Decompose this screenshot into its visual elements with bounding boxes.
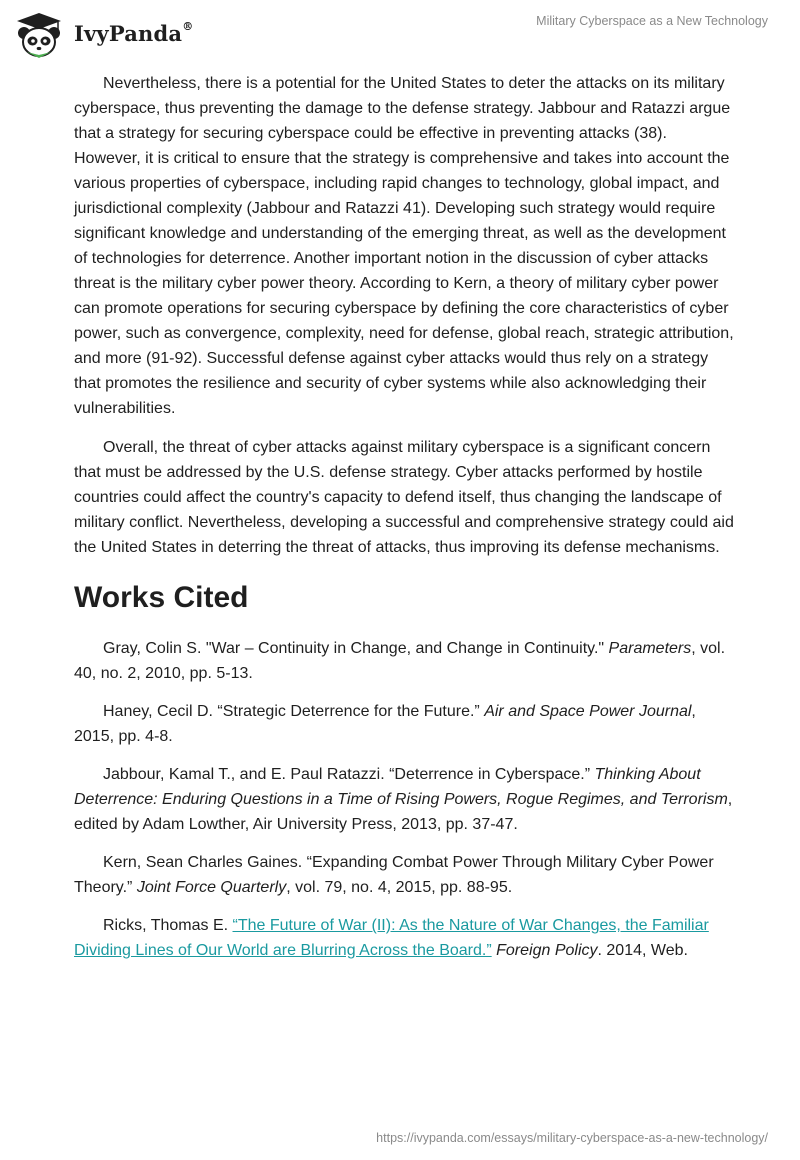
works-cited-heading: Works Cited — [74, 581, 249, 614]
citation-entry — [74, 850, 734, 900]
brand-text: IvyPanda — [74, 21, 183, 46]
citation-source: Thinking About Deterrence: Enduring Questions in a Time of Rising Powers, Rogue Regimes, and Terrorism — [74, 766, 728, 808]
citation-details: , vol. 40, no. 2, 2010, pp. 5-13. — [74, 640, 726, 682]
citation-text: Ricks, Thomas E. — [103, 917, 233, 934]
citation-text: Jabbour, Kamal T., and E. Paul Ratazzi. “Deterrence in Cyberspace.” — [103, 766, 595, 783]
citation-source: Joint Force Quarterly — [136, 879, 287, 896]
panda-graduation-cap-icon[interactable] — [14, 10, 64, 60]
document-title: Military Cyberspace as a New Technology — [536, 14, 768, 28]
essay-content — [74, 71, 734, 963]
citation-entry — [74, 762, 734, 837]
citation-text: Haney, Cecil D. “Strategic Deterrence for the Future.” — [103, 703, 485, 720]
citation-text: Gray, Colin S. "War – Continuity in Change, and Change in Continuity." — [103, 640, 609, 657]
citation-details: , 2015, pp. 4-8. — [74, 703, 696, 745]
body-paragraph: Nevertheless, there is a potential for the United States to deter the attacks on its military cyberspace, thus preventing the damage to the defense strategy. Jabbour and Ratazzi argue that a strategy for securing cyberspace could be effective in preventing attacks (38). However, it is critical to ensure that the strategy is comprehensive and takes into account the various properties of cyberspace, including rapid changes to technology, global impact, and jurisdictional complexity (Jabbour and Ratazzi 41). Developing such strategy would require significant knowledge and understanding of the emerging threat, as well as the development of technologies for deterrence. Another important notion in the discussion of cyber attacks threat is the military cyber power theory. According to Kern, a theory of military cyber power can promote operations for securing cyberspace by defining the core characteristics of cyber power, such as convergence, complexity, need for defense, global reach, strategic attribution, and more (91-92). Successful defense against cyber attacks would thus rely on a strategy that promotes the resilience and security of cyber systems while also acknowledging their vulnerabilities. — [74, 75, 734, 417]
citation-text: Kern, Sean Charles Gaines. “Expanding Combat Power Through Military Cyber Power Theory.” — [74, 854, 714, 896]
citation-entry — [74, 636, 734, 686]
citation-entry — [74, 699, 734, 749]
citation-details: , vol. 79, no. 4, 2015, pp. 88-95. — [286, 879, 513, 896]
footer-url[interactable]: https://ivypanda.com/essays/military-cyberspace-as-a-new-technology/ — [376, 1131, 768, 1145]
citation-source: Foreign Policy — [496, 942, 598, 959]
citation-details: , edited by Adam Lowther, Air University Press, 2013, pp. 37-47. — [74, 791, 733, 833]
citation-source: Air and Space Power Journal — [484, 703, 692, 720]
citation-entry — [74, 913, 734, 963]
registered-mark: ® — [182, 20, 194, 33]
citation-article-link[interactable]: “The Future of War (II): As the Nature of War Changes, the Familiar Dividing Lines of Our World are Blurring Across the Board.” — [74, 917, 709, 959]
brand-name[interactable] — [74, 21, 193, 46]
citation-details: . 2014, Web. — [597, 942, 688, 959]
citation-source: Parameters — [608, 640, 692, 657]
page-header — [0, 0, 800, 70]
body-paragraph: Overall, the threat of cyber attacks against military cyberspace is a significant concern that must be addressed by the U.S. defense strategy. Cyber attacks performed by hostile countries could affect the country's capacity to defend itself, thus changing the landscape of military conflict. Nevertheless, developing a successful and comprehensive strategy could aid the United States in deterring the threat of attacks, thus improving its defense mechanisms. — [74, 439, 734, 556]
